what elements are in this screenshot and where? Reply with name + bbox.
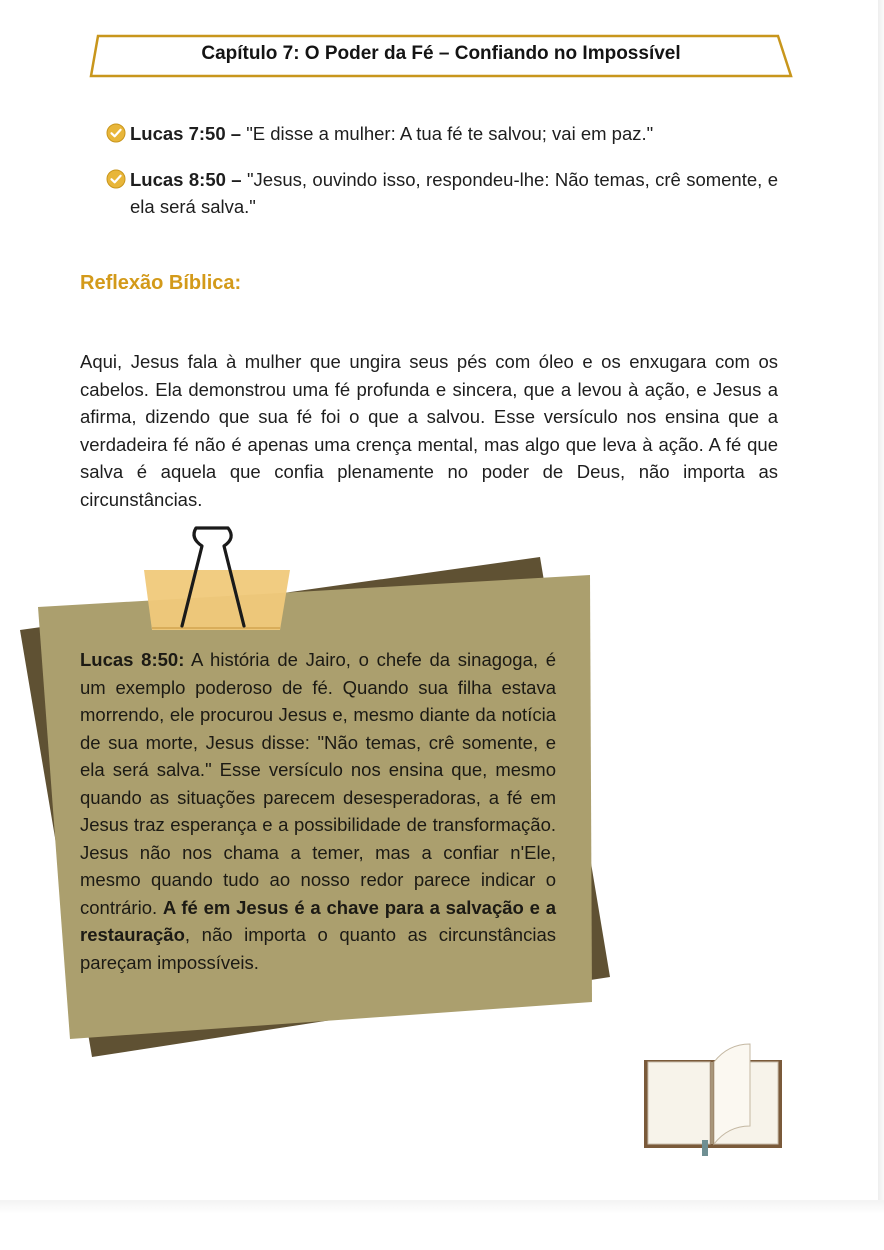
verse-quote: "Jesus, ouvindo isso, respondeu-lhe: Não temas, crê somente, e ela será salva." [130,169,778,217]
chapter-title: Capítulo 7: O Poder da Fé – Confiando no Impossível [201,43,681,64]
note-body: A história de Jairo, o chefe da sinagoga, é um exemplo poderoso de fé. Quando sua filha estava morrendo, ele procurou Jesus e, mesmo diante da notícia de sua morte, Jesus disse: "Não temas, crê somente, e ela será salva." Esse versículo nos ensina que, mesmo quando as situações parecem desesperadoras, a fé em Jesus traz esperança e a possibilidade de transformação. Jesus não nos chama a temer, mas a confiar n'Ele, mesmo quando tudo ao nosso redor parece indicar o contrário. [80,649,557,918]
verse-text [130,166,778,220]
note-reference: Lucas 8:50: [80,649,185,670]
reflexao-paragraph: Aqui, Jesus fala à mulher que ungira seus pés com óleo e os enxugara com os cabelos. Ela demonstrou uma fé profunda e sincera, que a levou à ação, e Jesus a afirma, dizendo que sua fé foi o que a salvou. Esse versículo nos ensina que a verdadeira fé não é apenas uma crença mental, mas algo que leva à ação. A fé que salva é aquela que confia plenamente no poder de Deus, não importa as circunstâncias. [80,351,778,510]
verse-quote: "E disse a mulher: A tua fé te salvou; vai em paz." [241,123,654,144]
note-paragraph [80,646,556,976]
binder-clip-icon [168,520,258,632]
verse-text [130,120,778,147]
note-tail: , não importa o quanto as circunstâncias pareçam impossíveis. [80,924,556,973]
note-emphasis: A fé em Jesus é a chave para a salvação e a restauração [80,896,556,945]
check-circle-icon [106,169,126,189]
page-right-edge [878,0,884,1206]
page-bottom-edge [0,1200,884,1214]
open-book-icon [642,1040,786,1158]
verse-reference: Lucas 7:50 – [130,123,242,144]
verse-reference: Lucas 8:50 – [130,169,242,190]
reflexao-heading: Reflexão Bíblica: [80,272,242,294]
check-circle-icon [106,123,126,143]
chapter-title-banner [88,34,794,80]
